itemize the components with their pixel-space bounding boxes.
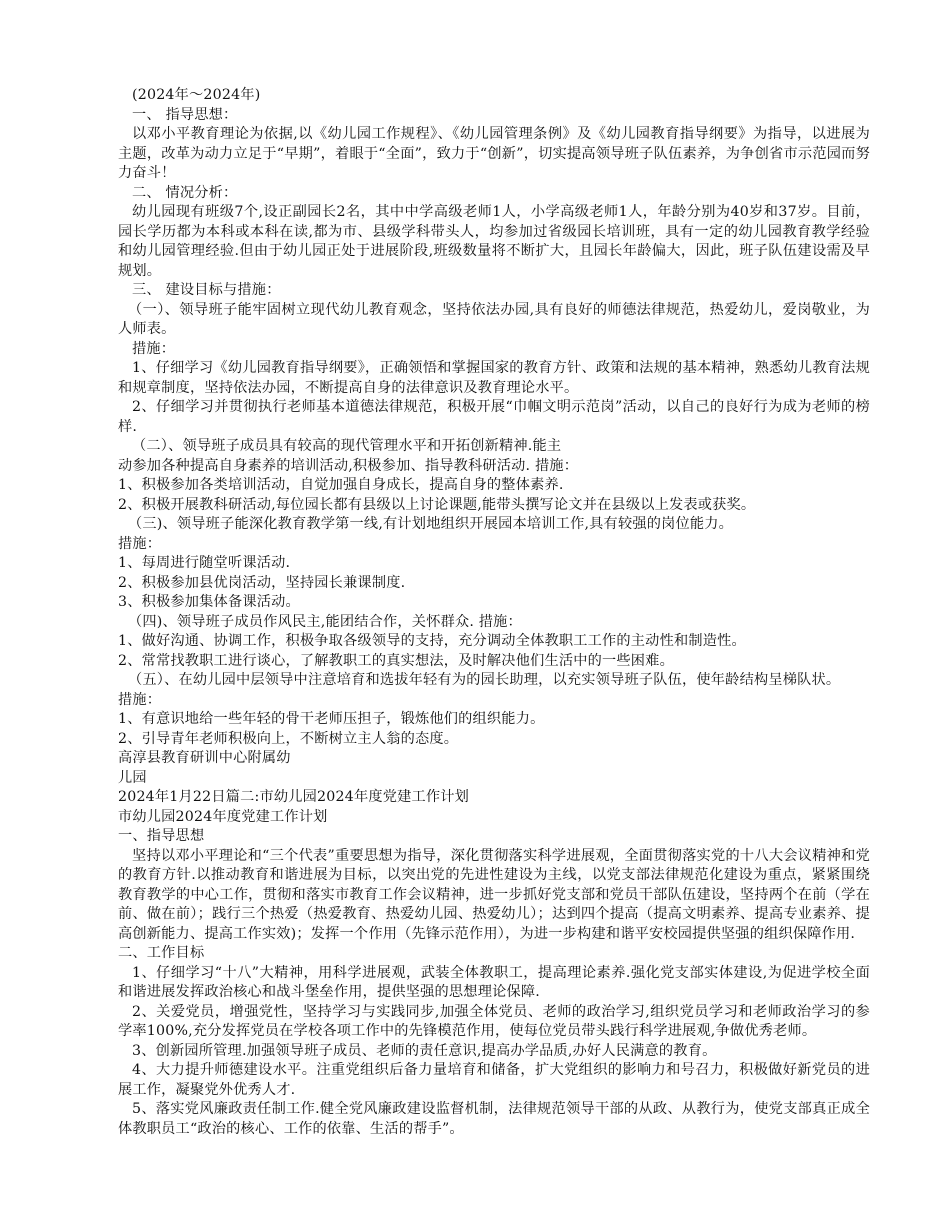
document-body	[118, 86, 870, 1139]
list-item: 2、关爱党员，增强党性，坚持学习与实践同步,加强全体党员、老师的政治学习,组织党员学习和老师政治学习的参学率100%,充分发挥党员在学校各项工作中的先锋模范作用，使每位党员带头践行科学进展观,争做优秀老师。	[118, 1003, 870, 1039]
paragraph: （五）、在幼儿园中层领导中注意培育和选拔年轻有为的园长助理，以充实领导班子队伍，使年龄结构呈梯队状。	[128, 672, 841, 688]
list-item: 1、积极参加各类培训活动，自觉加强自身成长，提高自身的整体素养.	[118, 477, 564, 493]
section-heading-2: 二、 情况分析：	[132, 184, 238, 201]
paragraph: （三)、领导班子能深化教育教学第一线,有计划地组织开展园本培训工作,具有较强的岗位能力。	[128, 516, 734, 532]
section-heading: 二、工作目标	[118, 945, 205, 961]
paragraph: （二）、领导班子成员具有较高的现代管理水平和开拓创新精神.能主	[132, 438, 562, 454]
paragraph: 动参加各种提高自身素养的培训活动,积极参加、指导教科研活动. 措施：	[118, 457, 579, 474]
list-item: 3、积极参加集体备课活动。	[118, 594, 300, 610]
list-item: 2、引导青年老师积极向上，不断树立主人翁的态度。	[118, 730, 459, 747]
document-title: 市幼儿园2024年度党建工作计划	[118, 808, 328, 825]
measures-label: 措施：	[118, 535, 162, 552]
list-item: 1、做好沟通、协调工作，积极争取各级领导的支持，充分调动全体教职工工作的主动性和制造性。	[118, 633, 746, 649]
list-item: 1、每周进行随堂听课活动.	[118, 555, 291, 571]
paragraph: 幼儿园现有班级7个,设正副园长2名，其中中学高级老师1人，小学高级老师1人，年龄分别为40岁和37岁。目前，园长学历都为本科或本科在读,都为市、县级学科带头人，均参加过省级园长培训班，具有一定的幼儿园教育教学经验和幼儿园管理经验.但由于幼儿园正处于进展阶段,班级数量将不断扩大，且园长年龄偏大，因此，班子队伍建设需及早规划。	[118, 204, 870, 279]
list-item: 3、创新园所管理.加强领导班子成员、老师的责任意识,提高办学品质,办好人民满意的教育。	[132, 1042, 717, 1059]
list-item: 2、常常找教职工进行谈心，了解教职工的真实想法，及时解决他们生活中的一些困难。	[118, 652, 674, 669]
paragraph: （一）、领导班子能牢固树立现代幼儿教育观念，坚持依法办园,具有良好的师德法律规范，热爱幼儿，爱岗敬业，为人师表。	[118, 301, 870, 337]
list-item: 1、有意识地给一些年轻的骨干老师压担子，锻炼他们的组织能力。	[118, 711, 545, 727]
list-item: 1、仔细学习《幼儿园教育指导纲要》，正确领悟和掌握国家的教育方针、政策和法规的基本精神，熟悉幼儿教育法规和规章制度，坚持依法办园，不断提高自身的法律意识及教育理论水平。	[118, 360, 870, 396]
list-item: 2、仔细学习并贯彻执行老师基本道德法律规范，积极开展“巾帼文明示范岗”活动，以自己的良好行为成为老师的榜样.	[118, 399, 870, 435]
paragraph: 坚持以邓小平理论和“三个代表”重要思想为指导，深化贯彻落实科学进展观，全面贯彻落实党的十八大会议精神和党的教育方针.以推动教育和谐进展为目标，以突出党的先进性建设为主线，以党支部法律规范化建设为重点，紧紧围绕教育教学的中心工作，贯彻和落实市教育工作会议精神，进一步抓好党支部和党员干部队伍建设，坚持两个在前（学在前、做在前）；践行三个热爱（热爱教育、热爱幼儿园、热爱幼儿）；达到四个提高（提高文明素养、提高专业素养、提高创新能力、提高工作实效)；发挥一个作用（先锋示范作用），为进一步构建和谐平安校园提供坚强的组织保障作用.	[118, 847, 870, 942]
list-item: 2、积极参加县优岗活动，坚持园长兼课制度.	[118, 574, 406, 591]
paragraph: （四)、领导班子成员作风民主,能团结合作，关怀群众. 措施：	[128, 613, 522, 630]
section-heading: 一、指导思想	[118, 828, 205, 844]
section-heading-1: 一、 指导思想：	[132, 106, 238, 123]
list-item: 5、落实党风廉政责任制工作.健全党风廉政建设监督机制，法律规范领导干部的从政、从教行为，使党支部真正成全体教职员工“政治的核心、工作的依靠、生活的帮手”。	[118, 1101, 870, 1137]
list-item: 2、积极开展教科研活动,每位园长都有县级以上讨论课题,能带头撰写论文并在县级以上发表或获奖。	[118, 496, 756, 513]
list-item: 1、仔细学习“十八”大精神，用科学进展观，武装全体教职工，提高理论素养.强化党支部实体建设,为促进学校全面和谐进展发挥政治核心和战斗堡垒作用，提供坚强的思想理论保障.	[118, 964, 870, 1000]
paragraph: 以邓小平教育理论为依据,以《幼儿园工作规程》、《幼儿园管理条例》及《幼儿园教育指导纲要》为指导，以进展为主题，改革为动力立足于“早期”，着眼于“全面”，致力于“创新”，切实提高领导班子队伍素养，为争创省市示范园而努力奋斗！	[118, 126, 870, 181]
section-heading-3: 三、 建设目标与措施：	[132, 282, 281, 298]
measures-label: 措施：	[132, 340, 176, 357]
signature-line: 高淳县教育研训中心附属幼	[118, 750, 291, 766]
date-line: 2024年1月22日篇二:市幼儿园2024年度党建工作计划	[118, 789, 470, 805]
signature-line: 儿园	[118, 769, 147, 786]
measures-label: 措施：	[118, 691, 162, 708]
list-item: 4、大力提升师德建设水平。注重党组织后备力量培育和储备，扩大党组织的影响力和号召力，积极做好新党员的进展工作，凝聚党外优秀人才.	[118, 1062, 870, 1098]
date-range: (2024年～2024年)	[132, 87, 261, 103]
